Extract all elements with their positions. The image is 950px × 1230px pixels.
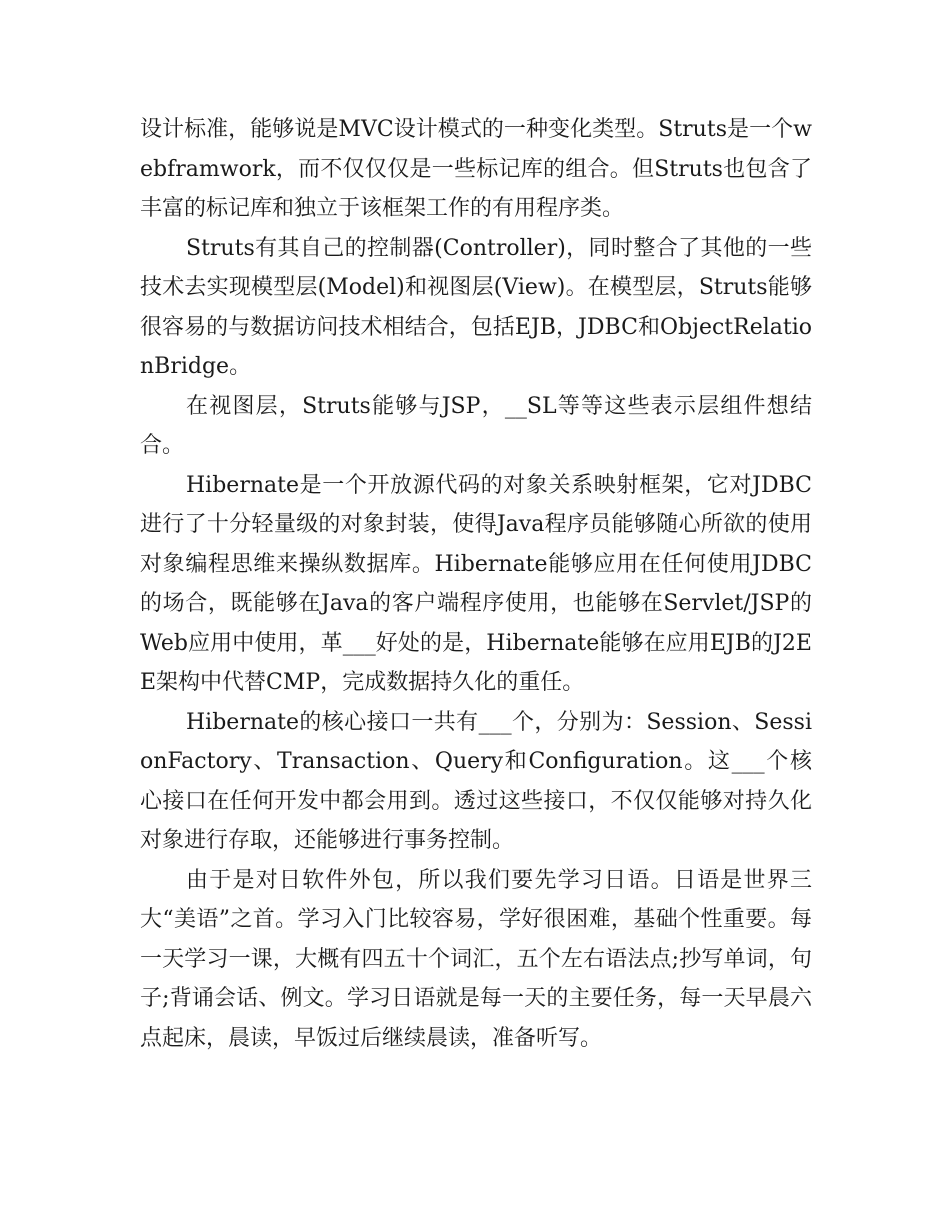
paragraph-6: 由于是对日软件外包，所以我们要先学习日语。日语是世界三大“美语”之首。学习入门比较容易，学好很困难，基础个性重要。每一天学习一课，大概有四五十个词汇，五个左右语法点;抄写单词，句子;背诵会话、例文。学习日语就是每一天的主要任务，每一天早晨六点起床，晨读，早饭过后继续晨读，准备听写。 [140,867,812,1051]
paragraph-3: 在视图层，Struts能够与JSP，__SL等等这些表示层组件想结合。 [140,393,812,458]
paragraph-5: Hibernate的核心接口一共有___个，分别为：Session、SessionFactory、Transaction、Query和Configuration。这___个核心接口在任何开发中都会用到。透过这些接口，不仅仅能够对持久化对象进行存取，还能够进行事务控制。 [140,709,812,853]
paragraph-4: Hibernate是一个开放源代码的对象关系映射框架，它对JDBC进行了十分轻量级的对象封装，使得Java程序员能够随心所欲的使用对象编程思维来操纵数据库。Hibernate能够应用在任何使用JDBC的场合，既能够在Java的客户端程序使用，也能够在Servlet/JSP的Web应用中使用，革___好处的是，Hibernate能够在应用EJB的J2EE架构中代替CMP，完成数据持久化的重任。 [140,472,812,695]
document-body [140,110,812,1058]
paragraph-1: 设计标准，能够说是MVC设计模式的一种变化类型。Struts是一个webframwork，而不仅仅仅是一些标记库的组合。但Struts也包含了丰富的标记库和独立于该框架工作的有用程序类。 [140,117,812,221]
paragraph-2: Struts有其自己的控制器(Controller)，同时整合了其他的一些技术去实现模型层(Model)和视图层(View)。在模型层，Struts能够很容易的与数据访问技术相结合，包括EJB，JDBC和ObjectRelationBridge。 [140,235,812,379]
